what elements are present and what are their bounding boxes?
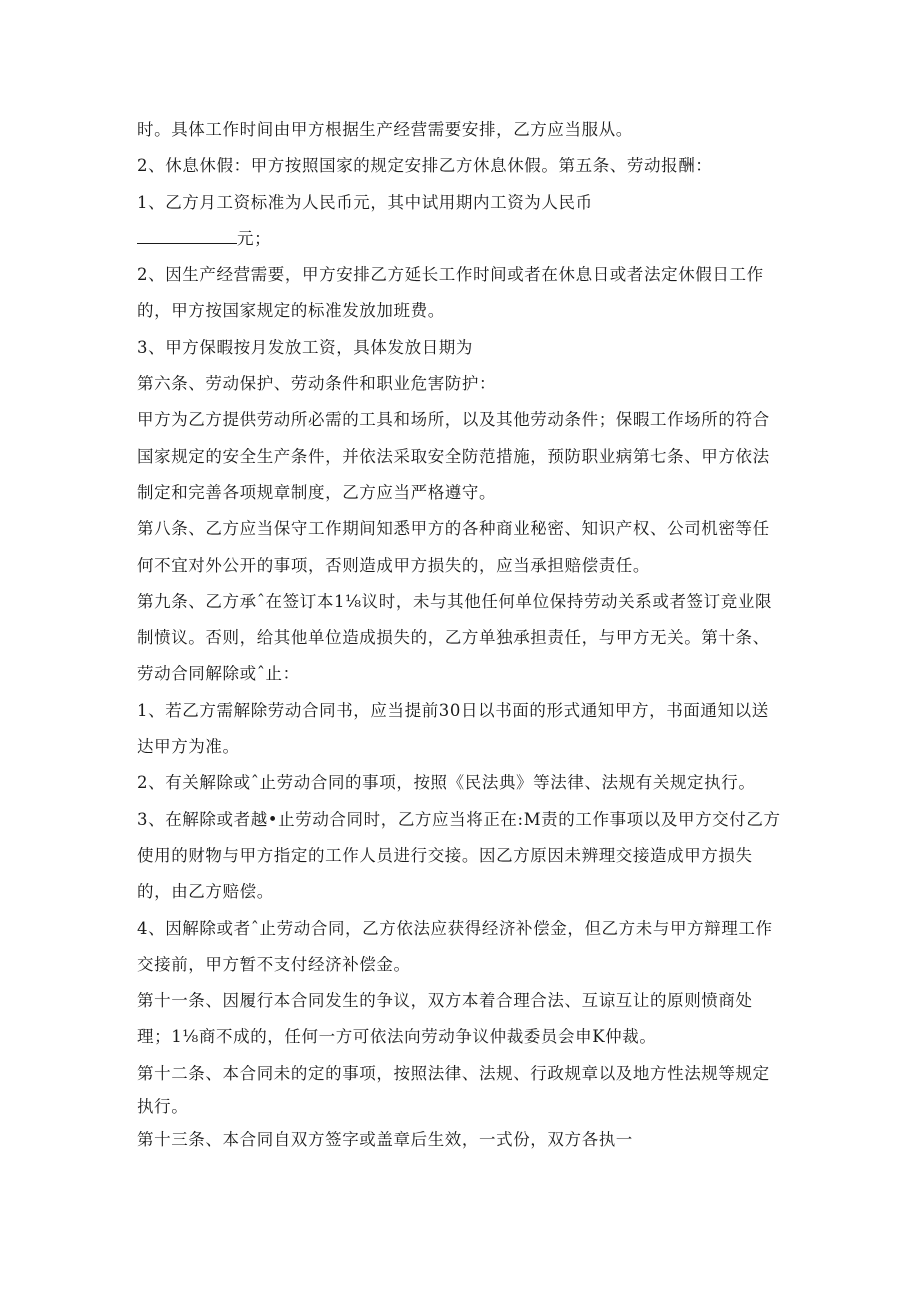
- text-line: 劳动合同解除或ˆ止：: [137, 664, 300, 684]
- text-line: 达甲方为准。: [137, 737, 240, 757]
- text-line: 使用的财物与甲方指定的工作人员进行交接。因乙方原因未辨理交接造成甲方损失: [137, 845, 753, 865]
- text-line: 第九条、乙方承ˆ在签订本1⅛议时，未与其他任何单位保持劳动关系或者签订竞业限: [137, 591, 773, 611]
- text-line: 3、甲方保暇按月发放工资，具体发放日期为: [137, 337, 473, 357]
- text-line: 理；1⅛商不成的，任何一方可依法向劳动争议仲裁委员会申K仲裁。: [137, 1027, 657, 1047]
- text-line: 第十二条、本合同未的定的事项，按照法律、法规、行政规章以及地方性法规等规定: [137, 1063, 770, 1083]
- text-line: 2、有关解除或ˆ止劳动合同的事项，按照《民法典》等法律、法规有关规定执行。: [137, 773, 756, 793]
- text-fragment: 元；: [237, 228, 272, 248]
- text-line: 制愤议。否则，给其他单位造成损失的，乙方单独承担责任，与甲方无关。第十条、: [137, 628, 770, 648]
- text-line: 4、因解除或者ˆ止劳动合同，乙方依法应获得经济补偿金，但乙方未与甲方辩理工作: [137, 918, 773, 938]
- fill-in-blank: [137, 229, 237, 244]
- text-line: 第十三条、本合同自双方签字或盖章后生效，一式份，双方各执一: [137, 1130, 633, 1150]
- text-line: 的，由乙方赔偿。: [137, 882, 274, 902]
- text-line: 制定和完善各项规章制度，乙方应当严格遵守。: [137, 482, 497, 502]
- section-heading: 第六条、劳动保护、劳动条件和职业危害防护：: [137, 374, 497, 394]
- text-line: 执行。: [137, 1097, 189, 1117]
- text-line: 1、若乙方需解除劳动合同书，应当提前30日以书面的形式通知甲方，书面通知以送: [137, 700, 769, 720]
- text-line: 2、休息休假：甲方按照国家的规定安排乙方休息休假。第五条、劳动报酬：: [137, 156, 713, 176]
- text-line: 第十一条、因履行本合同发生的争议，双方本着合理合法、互谅互让的原则愤商处: [137, 991, 753, 1011]
- text-line: 3、在解除或者越•止劳动合同时，乙方应当将正在:M责的工作事项以及甲方交付乙方: [137, 809, 781, 829]
- text-line: 2、因生产经营需要，甲方安排乙方延长工作时间或者在休息日或者法定休假日工作: [137, 265, 764, 285]
- text-line: 甲方为乙方提供劳动所必需的工具和场所，以及其他劳动条件；保暇工作场所的符合: [137, 410, 770, 430]
- salary-blank-line: [137, 221, 787, 257]
- text-line: 何不宜对外公开的事项，否则造成甲方损失的，应当承担赔偿责任。: [137, 555, 650, 575]
- text-line: 第八条、乙方应当保守工作期间知悉甲方的各种商业秘密、知识产权、公司机密等任: [137, 519, 770, 539]
- document-body: [137, 112, 787, 1158]
- text-line: 时。具体工作时间由甲方根据生产经营需要安排，乙方应当服从。: [137, 120, 633, 139]
- text-line: 的，甲方按国家规定的标准发放加班费。: [137, 301, 445, 321]
- text-line: 1、乙方月工资标准为人民币元，其中试用期内工资为人民币: [137, 192, 593, 212]
- text-line: 交接前，甲方暂不支付经济补偿金。: [137, 954, 411, 974]
- text-line: 国家规定的安全生产条件，并依法采取安全防范措施，预防职业病第七条、甲方依法: [137, 446, 770, 466]
